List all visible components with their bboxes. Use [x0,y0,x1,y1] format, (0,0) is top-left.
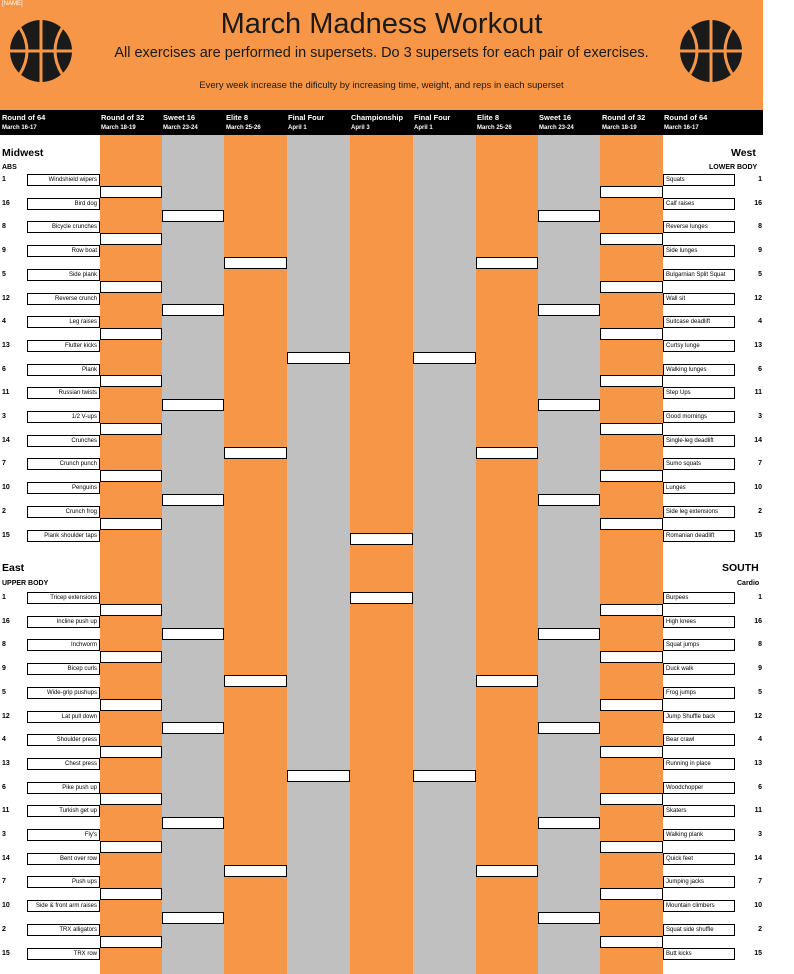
bracket-column [162,135,224,974]
seed-number: 15 [754,949,762,957]
seed-number: 11 [2,389,10,397]
seed-number: 14 [754,854,762,862]
exercise-slot: TRX row [27,948,100,960]
seed-number: 13 [2,759,10,767]
exercise-slot: Bent over row [27,853,100,865]
exercise-slot: Calf raises [663,198,735,210]
exercise-slot: Squat side shuffle [663,924,735,936]
round-name: Round of 32 [602,113,646,122]
bracket-slot [476,257,538,269]
exercise-slot: Inchworm [27,639,100,651]
seed-number: 2 [758,925,762,933]
seed-number: 4 [2,318,6,326]
exercise-slot: Push ups [27,876,100,888]
bracket-slot [413,352,476,364]
round-label [351,113,403,133]
seed-number: 14 [2,436,10,444]
bracket-slot [538,304,600,316]
exercise-slot: Reverse crunch [27,293,100,305]
seed-number: 11 [754,389,762,397]
exercise-slot: Windshield wipers [27,174,100,186]
seed-number: 6 [758,365,762,373]
exercise-slot: Incline push up [27,616,100,628]
exercise-slot: Side plank [27,269,100,281]
exercise-slot: Lunges [663,482,735,494]
bracket-slot [600,793,663,805]
seed-number: 10 [2,484,10,492]
region-name: SOUTH [722,562,759,574]
round-label [414,113,450,133]
bracket-slot [162,722,224,734]
seed-number: 13 [2,341,10,349]
seed-number: 1 [758,594,762,601]
seed-number: 12 [754,712,762,720]
round-date: March 23-24 [539,125,574,131]
round-label [664,113,707,133]
round-date: March 16-17 [2,125,37,131]
round-date: March 18-19 [101,125,136,131]
bracket-slot [476,865,538,877]
exercise-slot: Turkish get up [27,805,100,817]
bracket-slot [162,494,224,506]
bracket-slot [600,375,663,387]
seed-number: 2 [2,925,6,933]
exercise-slot: Single-leg deadlift [663,435,735,447]
exercise-slot: Suitcase deadlift [663,316,735,328]
exercise-slot: Side & front arm raises [27,900,100,912]
exercise-slot: Sumo squats [663,458,735,470]
exercise-slot: Squats [663,174,735,186]
exercise-slot: Bulgarnian Split Squat [663,269,735,281]
round-date: March 16-17 [664,125,699,131]
seed-number: 3 [2,831,6,838]
seed-number: 10 [2,902,10,910]
bracket-slot [600,651,663,663]
seed-number: 10 [754,902,762,910]
seed-number: 9 [758,665,762,673]
bracket-slot [538,817,600,829]
seed-number: 5 [758,688,762,696]
difficulty-note: Every week increase the dificulty by increasing time, weight, and reps in each superset [199,80,564,91]
round-name: Final Four [414,113,451,122]
round-name: Sweet 16 [539,113,572,122]
round-name: Elite 8 [226,113,249,122]
exercise-slot: Jumping jacks [663,876,735,888]
bracket-slot [600,746,663,758]
round-date: March 23-24 [163,125,198,131]
exercise-slot: Reverse lunges [663,221,735,233]
seed-number: 4 [758,736,762,744]
exercise-slot: Crunch punch [27,458,100,470]
seed-number: 7 [2,878,6,886]
bracket-slot [100,604,162,616]
bracket-slot [162,304,224,316]
bracket-slot [100,936,162,948]
exercise-slot: Duck walk [663,663,735,675]
exercise-slot: Leg raises [27,316,100,328]
bracket-slot [100,888,162,900]
exercise-slot: Step Ups [663,387,735,399]
seed-number: 5 [758,270,762,278]
seed-number: 14 [2,854,10,862]
region-name: West [731,147,756,159]
bracket-column [350,135,413,974]
seed-number: 12 [2,294,10,302]
exercise-slot: Skaters [663,805,735,817]
page-gutter [763,0,794,974]
bracket-slot [350,592,413,604]
seed-number: 16 [2,617,10,625]
seed-number: 11 [2,807,10,815]
seed-number: 15 [754,531,762,539]
seed-number: 3 [758,413,762,420]
region-category: Cardio [737,580,760,587]
seed-number: 2 [758,507,762,515]
exercise-slot: Plank [27,364,100,376]
exercise-slot: Wall sit [663,293,735,305]
seed-number: 1 [758,176,762,183]
seed-number: 14 [754,436,762,444]
bracket-slot [350,533,413,545]
basketball-icon [678,18,744,84]
bracket-slot [538,722,600,734]
seed-number: 13 [754,759,762,767]
bracket-slot [538,628,600,640]
seed-number: 15 [2,949,10,957]
seed-number: 6 [758,783,762,791]
bracket-slot [600,699,663,711]
bracket-slot [100,651,162,663]
exercise-slot: Quick feet [663,853,735,865]
exercise-slot: Bird dog [27,198,100,210]
bracket-slot [600,186,663,198]
exercise-slot: Lat pull down [27,711,100,723]
bracket-slot [100,375,162,387]
seed-number: 10 [754,484,762,492]
name-tag: [NAME] [2,1,23,7]
exercise-slot: Bicep curls [27,663,100,675]
exercise-slot: Good mornings [663,411,735,423]
exercise-slot: Romanian deadlift [663,530,735,542]
seed-number: 5 [2,688,6,696]
bracket-slot [476,447,538,459]
bracket-slot [476,675,538,687]
exercise-slot: Shoulder press [27,734,100,746]
bracket-slot [100,746,162,758]
seed-number: 9 [2,247,6,255]
exercise-slot: Side leg extensions [663,506,735,518]
round-date: March 25-26 [477,125,512,131]
bracket-slot [287,352,350,364]
round-label [2,113,45,133]
bracket-slot [100,518,162,530]
bracket-slot [162,628,224,640]
exercise-slot: Burpees [663,592,735,604]
seed-number: 3 [2,413,6,420]
exercise-slot: TRX alligators [27,924,100,936]
round-date: April 1 [288,125,307,131]
seed-number: 8 [758,641,762,649]
seed-number: 7 [758,878,762,886]
bracket-slot [100,186,162,198]
bracket-slot [600,604,663,616]
round-name: Sweet 16 [163,113,196,122]
bracket-slot [100,328,162,340]
bracket-slot [224,675,287,687]
seed-number: 6 [2,783,6,791]
bracket-slot [600,888,663,900]
round-label [101,113,144,133]
bracket-slot [287,770,350,782]
exercise-slot: 1/2 V-ups [27,411,100,423]
exercise-slot: Crunches [27,435,100,447]
bracket-column [413,135,476,974]
round-label [288,113,324,133]
exercise-slot: Fly's [27,829,100,841]
exercise-slot: High knees [663,616,735,628]
bracket-slot [413,770,476,782]
region-category: LOWER BODY [709,164,758,171]
seed-number: 16 [754,199,762,207]
bracket-slot [224,447,287,459]
round-name: Final Four [288,113,325,122]
seed-number: 3 [758,831,762,838]
round-name: Round of 32 [101,113,145,122]
seed-number: 16 [2,199,10,207]
exercise-slot: Row boat [27,245,100,257]
bracket-slot [600,936,663,948]
seed-number: 16 [754,617,762,625]
region-name: Midwest [2,147,44,159]
seed-number: 5 [2,270,6,278]
bracket-slot [100,699,162,711]
round-label [602,113,645,133]
seed-number: 6 [2,365,6,373]
seed-number: 1 [2,176,6,183]
bracket-slot [162,817,224,829]
bracket-slot [538,399,600,411]
bracket-slot [538,912,600,924]
page-subtitle: All exercises are performed in supersets. Do 3 supersets for each pair of exercises. [114,45,649,61]
round-name: Elite 8 [477,113,500,122]
bracket-slot [600,518,663,530]
exercise-slot: Penguins [27,482,100,494]
seed-number: 8 [758,223,762,231]
round-label [539,113,574,133]
round-name: Championship [351,113,404,122]
round-label [477,113,512,133]
bracket-slot [100,793,162,805]
round-name: Round of 64 [2,113,46,122]
bracket-slot [600,470,663,482]
bracket-slot [600,328,663,340]
exercise-slot: Chest press [27,758,100,770]
bracket-slot [100,470,162,482]
round-name: Round of 64 [664,113,708,122]
bracket-slot [224,257,287,269]
exercise-slot: Tricep extensions [27,592,100,604]
seed-number: 9 [2,665,6,673]
seed-number: 9 [758,247,762,255]
exercise-slot: Mountain climbers [663,900,735,912]
exercise-slot: Bear crawl [663,734,735,746]
bracket-slot [162,210,224,222]
seed-number: 7 [758,460,762,468]
bracket-slot [538,494,600,506]
seed-number: 15 [2,531,10,539]
exercise-slot: Russian twists [27,387,100,399]
exercise-slot: Jump Shuffle back [663,711,735,723]
bracket-slot [162,912,224,924]
exercise-slot: Wide-grip pushups [27,687,100,699]
seed-number: 2 [2,507,6,515]
exercise-slot: Curtsy lunge [663,340,735,352]
bracket-slot [600,423,663,435]
seed-number: 12 [2,712,10,720]
seed-number: 1 [2,594,6,601]
bracket-slot [100,423,162,435]
seed-number: 12 [754,294,762,302]
bracket-slot [224,865,287,877]
exercise-slot: Woodchopper [663,782,735,794]
exercise-slot: Walking lunges [663,364,735,376]
exercise-slot: Plank shoulder taps [27,530,100,542]
round-date: April 3 [351,125,370,131]
exercise-slot: Crunch frog [27,506,100,518]
seed-number: 8 [2,223,6,231]
region-category: UPPER BODY [2,580,49,587]
region-category: ABS [2,164,17,171]
bracket-column [287,135,350,974]
exercise-slot: Frog jumps [663,687,735,699]
seed-number: 4 [2,736,6,744]
bracket-slot [600,841,663,853]
exercise-slot: Side lunges [663,245,735,257]
bracket-slot [538,210,600,222]
round-date: March 18-19 [602,125,637,131]
exercise-slot: Bicycle crunches [27,221,100,233]
seed-number: 7 [2,460,6,468]
exercise-slot: Walking plank [663,829,735,841]
bracket-slot [100,233,162,245]
basketball-icon [8,18,74,84]
region-name: East [2,562,25,574]
bracket-slot [600,233,663,245]
seed-number: 11 [754,807,762,815]
round-date: March 25-26 [226,125,261,131]
round-date: April 1 [414,125,433,131]
round-label [226,113,261,133]
bracket-slot [100,281,162,293]
exercise-slot: Flutter kicks [27,340,100,352]
round-label [163,113,198,133]
seed-number: 13 [754,341,762,349]
page-title: March Madness Workout [220,8,543,40]
bracket-slot [600,281,663,293]
bracket-column [538,135,600,974]
exercise-slot: Pike push up [27,782,100,794]
bracket-slot [162,399,224,411]
exercise-slot: Butt kicks [663,948,735,960]
exercise-slot: Squat jumps [663,639,735,651]
seed-number: 8 [2,641,6,649]
exercise-slot: Running in place [663,758,735,770]
seed-number: 4 [758,318,762,326]
bracket-slot [100,841,162,853]
